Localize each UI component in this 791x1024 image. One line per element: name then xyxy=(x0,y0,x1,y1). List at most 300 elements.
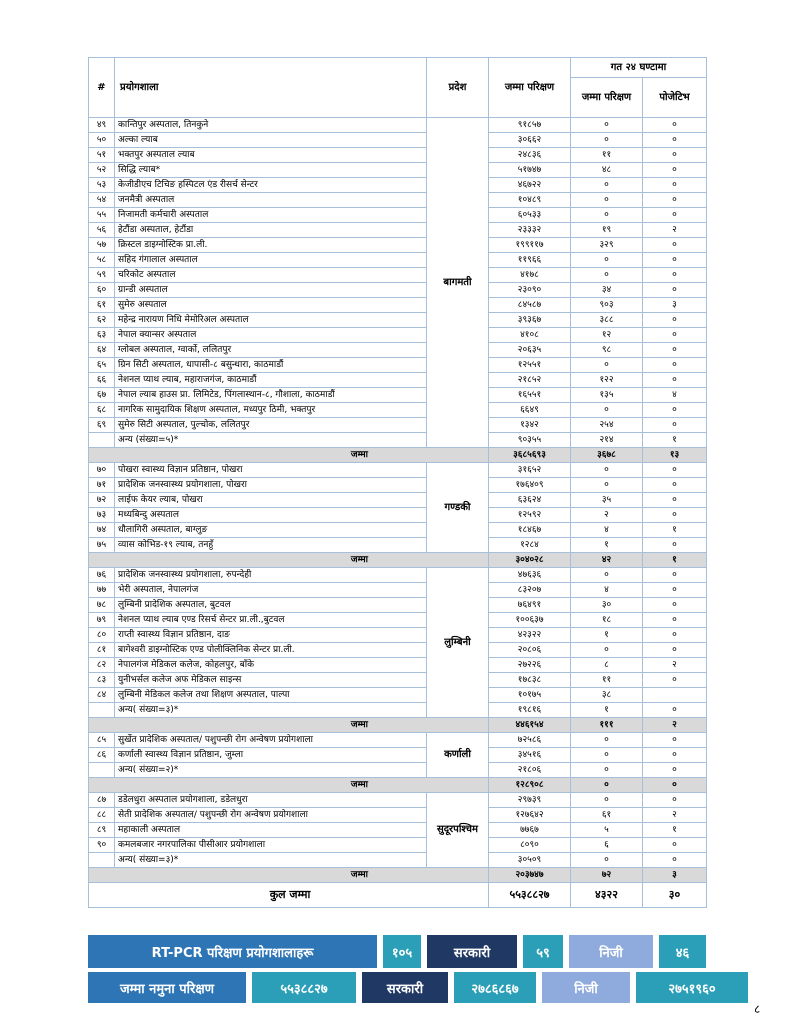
positive-cell: ० xyxy=(643,793,707,808)
table-row xyxy=(89,838,707,853)
serial-number-cell: ८६ xyxy=(89,748,115,763)
table-row xyxy=(89,253,707,268)
last24-tests-cell: १३५ xyxy=(571,388,643,403)
lab-name-cell: व्यास कोभिड-१९ ल्याब, तनहुँ xyxy=(115,538,427,553)
serial-number-cell: ६८ xyxy=(89,403,115,418)
column-header-last-24-hours: गत २४ घण्टामा xyxy=(571,58,707,78)
positive-cell: ० xyxy=(643,193,707,208)
total-samples-summary-bar xyxy=(88,972,748,1003)
serial-number-cell: ५४ xyxy=(89,193,115,208)
province-total-label: जम्मा xyxy=(89,778,489,793)
table-row xyxy=(89,493,707,508)
total-tests-cell: २९७३९ xyxy=(489,793,571,808)
lab-name-cell: नेपाल क्यान्सर अस्पताल xyxy=(115,328,427,343)
last24-tests-cell: ० xyxy=(571,478,643,493)
province-total-last24: ३६७८ xyxy=(571,448,643,463)
table-row xyxy=(89,193,707,208)
lab-name-cell: केजीडीएच टिचिङ हस्पिटल एंड रीसर्च सेन्टर xyxy=(115,178,427,193)
serial-number-cell: ८९ xyxy=(89,823,115,838)
serial-number-cell: ७३ xyxy=(89,508,115,523)
column-header-total-tests: जम्मा परिक्षण xyxy=(489,58,571,118)
serial-number-cell: ८८ xyxy=(89,808,115,823)
province-total-last24: ० xyxy=(571,778,643,793)
column-header-province: प्रदेश xyxy=(427,58,489,118)
positive-cell: २ xyxy=(643,808,707,823)
serial-number-cell: ५१ xyxy=(89,148,115,163)
serial-number-cell: ७१ xyxy=(89,478,115,493)
lab-name-cell: अन्य (संख्या=५)* xyxy=(115,433,427,448)
last24-tests-cell: ३५ xyxy=(571,493,643,508)
table-row xyxy=(89,808,707,823)
lab-name-cell: नेशनल प्याथ ल्याब एण्ड रिसर्च सेन्टर प्रा.ली.,बुटवल xyxy=(115,613,427,628)
samples-private-count: २७५१९६० xyxy=(636,972,748,1003)
last24-tests-cell: २५४ xyxy=(571,418,643,433)
lab-name-cell: बागेश्वरी डाइग्नोस्टिक एण्ड पोलीक्लिनिक सेन्टर प्रा.ली. xyxy=(115,643,427,658)
total-tests-cell: ३४५१६ xyxy=(489,748,571,763)
positive-cell: ० xyxy=(643,178,707,193)
lab-name-cell: सहिद गंगालाल अस्पताल xyxy=(115,253,427,268)
serial-number-cell: ६६ xyxy=(89,373,115,388)
last24-tests-cell: ३२९ xyxy=(571,238,643,253)
last24-tests-cell: ० xyxy=(571,733,643,748)
last24-tests-cell: ३० xyxy=(571,598,643,613)
positive-cell: ० xyxy=(643,148,707,163)
last24-tests-cell: ४ xyxy=(571,523,643,538)
last24-tests-cell: १ xyxy=(571,538,643,553)
province-total-tests: ४४६१५४ xyxy=(489,718,571,733)
grand-total-tests: ५५३८८२७ xyxy=(489,883,571,908)
province-total-tests: ३६८५६९३ xyxy=(489,448,571,463)
serial-number-cell: ६१ xyxy=(89,298,115,313)
last24-tests-cell: १२२ xyxy=(571,373,643,388)
last24-tests-cell: ११ xyxy=(571,673,643,688)
serial-number-cell: ५० xyxy=(89,133,115,148)
last24-tests-cell: १ xyxy=(571,628,643,643)
last24-tests-cell: ० xyxy=(571,403,643,418)
serial-number-cell: ९० xyxy=(89,838,115,853)
total-tests-cell: १७६४०९ xyxy=(489,478,571,493)
table-row xyxy=(89,793,707,808)
table-row xyxy=(89,748,707,763)
total-tests-cell: ६३६२४ xyxy=(489,493,571,508)
lab-name-cell: नागरिक सामुदायिक शिक्षण अस्पताल, मध्यपुर ठिमी, भक्तपुर xyxy=(115,403,427,418)
total-tests-cell: १८४६७ xyxy=(489,523,571,538)
last24-tests-cell: ० xyxy=(571,358,643,373)
positive-cell: ० xyxy=(643,283,707,298)
province-total-last24: ४२ xyxy=(571,553,643,568)
serial-number-cell: ६२ xyxy=(89,313,115,328)
grand-total-positive: ३० xyxy=(643,883,707,908)
lab-name-cell: मध्यबिन्दु अस्पताल xyxy=(115,508,427,523)
province-total-row xyxy=(89,718,707,733)
total-tests-cell: १६५५१ xyxy=(489,388,571,403)
lab-name-cell: अन्य( संख्या=२)* xyxy=(115,763,427,778)
table-row xyxy=(89,598,707,613)
column-header-number: # xyxy=(89,58,115,118)
page-number: ८ xyxy=(754,1002,761,1016)
total-tests-cell: ७६४९१ xyxy=(489,598,571,613)
total-tests-cell: ३९३६७ xyxy=(489,313,571,328)
lab-name-cell: लाईफ केयर ल्याब, पोखरा xyxy=(115,493,427,508)
samples-private-label: निजी xyxy=(542,972,630,1003)
table-row xyxy=(89,703,707,718)
positive-cell: ० xyxy=(643,373,707,388)
serial-number-cell: ६० xyxy=(89,283,115,298)
last24-tests-cell: १ xyxy=(571,703,643,718)
serial-number-cell: ७७ xyxy=(89,583,115,598)
total-tests-cell: १२५५१ xyxy=(489,358,571,373)
last24-tests-cell: ० xyxy=(571,748,643,763)
province-total-label: जम्मा xyxy=(89,553,489,568)
lab-name-cell: निजामती कर्मचारी अस्पताल xyxy=(115,208,427,223)
table-row xyxy=(89,568,707,583)
total-tests-cell: ४२३२२ xyxy=(489,628,571,643)
province-total-last24: १११ xyxy=(571,718,643,733)
column-header-last24-total-tests: जम्मा परिक्षण xyxy=(571,78,643,118)
lab-name-cell: जनमैत्री अस्पताल xyxy=(115,193,427,208)
last24-tests-cell: ९८ xyxy=(571,343,643,358)
total-tests-cell: ८०९० xyxy=(489,838,571,853)
total-tests-cell: ९१८५७ xyxy=(489,118,571,133)
rtpcr-labs-total: १०५ xyxy=(383,935,421,968)
province-cell: लुम्बिनी xyxy=(427,568,489,718)
positive-cell: ० xyxy=(643,748,707,763)
table-row xyxy=(89,148,707,163)
last24-tests-cell: १८ xyxy=(571,613,643,628)
samples-total: ५५३८८२७ xyxy=(252,972,356,1003)
lab-name-cell: धौलागिरी अस्पताल, बाग्लुङ xyxy=(115,523,427,538)
province-cell: सुदूरपश्चिम xyxy=(427,793,489,868)
positive-cell: ० xyxy=(643,253,707,268)
total-tests-cell: ३०६६२ xyxy=(489,133,571,148)
lab-name-cell: अन्य( संख्या=३)* xyxy=(115,853,427,868)
positive-cell: ० xyxy=(643,133,707,148)
positive-cell: १ xyxy=(643,823,707,838)
table-row xyxy=(89,238,707,253)
last24-tests-cell: ११ xyxy=(571,148,643,163)
serial-number-cell: ८४ xyxy=(89,688,115,703)
last24-tests-cell: ० xyxy=(571,133,643,148)
positive-cell: ० xyxy=(643,163,707,178)
province-total-tests: १२८९०८ xyxy=(489,778,571,793)
lab-name-cell: क्रिस्टल डाइग्नोस्टिक प्रा.ली. xyxy=(115,238,427,253)
lab-name-cell: प्रादेशिक जनस्वास्थ्य प्रयोगशाला, पोखरा xyxy=(115,478,427,493)
positive-cell: ० xyxy=(643,703,707,718)
serial-number-cell: ५६ xyxy=(89,223,115,238)
lab-name-cell: नेशनल प्याथ ल्याब, महाराजगंज, काठमाडौं xyxy=(115,373,427,388)
serial-number-cell: ८१ xyxy=(89,643,115,658)
table-row xyxy=(89,358,707,373)
serial-number-cell: ८३ xyxy=(89,673,115,688)
lab-testing-table-wrap xyxy=(88,57,706,908)
lab-name-cell: चरिकोट अस्पताल xyxy=(115,268,427,283)
serial-number-cell: ७५ xyxy=(89,538,115,553)
positive-cell: ० xyxy=(643,613,707,628)
total-tests-cell: १०१७५ xyxy=(489,688,571,703)
positive-cell: ० xyxy=(643,508,707,523)
last24-tests-cell: २ xyxy=(571,508,643,523)
table-row xyxy=(89,433,707,448)
serial-number-cell: ६९ xyxy=(89,418,115,433)
last24-tests-cell: ० xyxy=(571,178,643,193)
column-header-laboratory: प्रयोगशाला xyxy=(115,58,427,118)
last24-tests-cell: १२ xyxy=(571,328,643,343)
positive-cell: २ xyxy=(643,658,707,673)
last24-tests-cell: २१४ xyxy=(571,433,643,448)
lab-name-cell: महाकाली अस्पताल xyxy=(115,823,427,838)
serial-number-cell: ५८ xyxy=(89,253,115,268)
province-total-positive: १ xyxy=(643,553,707,568)
lab-name-cell: ग्रिन सिटी अस्पताल, धापासी-८ बसुन्धारा, काठमाडौं xyxy=(115,358,427,373)
serial-number-cell: ६७ xyxy=(89,388,115,403)
total-tests-cell: ४६७२२ xyxy=(489,178,571,193)
lab-name-cell: भेरी अस्पताल, नेपालगंज xyxy=(115,583,427,598)
total-tests-cell: ३१६५२ xyxy=(489,463,571,478)
last24-tests-cell: ० xyxy=(571,208,643,223)
last24-tests-cell: ९०३ xyxy=(571,298,643,313)
total-tests-cell: ४१०८ xyxy=(489,328,571,343)
province-cell: कर्णाली xyxy=(427,733,489,778)
table-row xyxy=(89,208,707,223)
total-tests-cell: २१८०६ xyxy=(489,763,571,778)
serial-number-cell: ७८ xyxy=(89,598,115,613)
samples-label: जम्मा नमुना परिक्षण xyxy=(88,972,246,1003)
total-tests-cell: ६०५३३ xyxy=(489,208,571,223)
total-tests-cell: १७८३८ xyxy=(489,673,571,688)
positive-cell: ० xyxy=(643,118,707,133)
serial-number-cell: ५९ xyxy=(89,268,115,283)
province-cell: गण्डकी xyxy=(427,463,489,553)
table-row xyxy=(89,328,707,343)
lab-name-cell: नेपालगंज मेडिकल कलेज, कोहलपुर, बाँके xyxy=(115,658,427,673)
last24-tests-cell: ० xyxy=(571,568,643,583)
lab-name-cell: सेती प्रादेशिक अस्पताल/ पशुपन्छी रोग अन्वेषण प्रयोगशाला xyxy=(115,808,427,823)
rtpcr-gov-label: सरकारी xyxy=(427,935,517,968)
table-row xyxy=(89,343,707,358)
last24-tests-cell: ६१ xyxy=(571,808,643,823)
total-tests-cell: ७७६७ xyxy=(489,823,571,838)
table-row xyxy=(89,373,707,388)
serial-number-cell xyxy=(89,433,115,448)
total-tests-cell: १९९११७ xyxy=(489,238,571,253)
positive-cell: ० xyxy=(643,673,707,688)
total-tests-cell: ३०५०९ xyxy=(489,853,571,868)
province-total-label: जम्मा xyxy=(89,868,489,883)
table-row xyxy=(89,163,707,178)
lab-name-cell: महेन्द्र नारायण निधि मेमोरिअल अस्पताल xyxy=(115,313,427,328)
lab-name-cell: कान्तिपुर अस्पताल, तिनकुने xyxy=(115,118,427,133)
rtpcr-labs-summary-bar xyxy=(88,935,706,968)
serial-number-cell: ५७ xyxy=(89,238,115,253)
lab-name-cell: नेपाल ल्याब हाउस प्रा. लिमिटेड, पिंगलास्थान-८, गौशाला, काठमाडौं xyxy=(115,388,427,403)
grand-total-label: कुल जम्मा xyxy=(89,883,489,908)
last24-tests-cell: ४ xyxy=(571,583,643,598)
serial-number-cell xyxy=(89,853,115,868)
total-tests-cell: ८३२०७ xyxy=(489,583,571,598)
total-tests-cell: २१८५२ xyxy=(489,373,571,388)
last24-tests-cell: ० xyxy=(571,118,643,133)
last24-tests-cell: ३४ xyxy=(571,283,643,298)
table-row xyxy=(89,508,707,523)
last24-tests-cell: ४८ xyxy=(571,163,643,178)
total-tests-cell: ११९६६ xyxy=(489,253,571,268)
table-row xyxy=(89,733,707,748)
last24-tests-cell: ३८८ xyxy=(571,313,643,328)
table-row xyxy=(89,478,707,493)
serial-number-cell: ६५ xyxy=(89,358,115,373)
table-row xyxy=(89,523,707,538)
positive-cell: ० xyxy=(643,403,707,418)
positive-cell: ० xyxy=(643,853,707,868)
table-row xyxy=(89,178,707,193)
positive-cell: ० xyxy=(643,628,707,643)
province-total-positive: १३ xyxy=(643,448,707,463)
positive-cell: ० xyxy=(643,268,707,283)
total-tests-cell: ८४५८७ xyxy=(489,298,571,313)
column-header-positive: पोजेटिभ xyxy=(643,78,707,118)
table-row xyxy=(89,763,707,778)
province-total-positive: २ xyxy=(643,718,707,733)
total-tests-cell: ५१७४७ xyxy=(489,163,571,178)
table-row xyxy=(89,538,707,553)
positive-cell: ० xyxy=(643,208,707,223)
positive-cell: ० xyxy=(643,538,707,553)
positive-cell: ० xyxy=(643,463,707,478)
rtpcr-private-label: निजी xyxy=(569,935,653,968)
province-total-label: जम्मा xyxy=(89,718,489,733)
positive-cell: १ xyxy=(643,523,707,538)
table-row xyxy=(89,403,707,418)
positive-cell: ० xyxy=(643,733,707,748)
serial-number-cell xyxy=(89,703,115,718)
last24-tests-cell: ३८ xyxy=(571,688,643,703)
last24-tests-cell: ० xyxy=(571,853,643,868)
serial-number-cell: ५३ xyxy=(89,178,115,193)
total-tests-cell: २०६३५ xyxy=(489,343,571,358)
last24-tests-cell: ० xyxy=(571,643,643,658)
serial-number-cell: ७४ xyxy=(89,523,115,538)
table-row xyxy=(89,388,707,403)
total-tests-cell: ४१७८ xyxy=(489,268,571,283)
province-total-row xyxy=(89,553,707,568)
table-row xyxy=(89,133,707,148)
table-row xyxy=(89,628,707,643)
total-tests-cell: २०८०६ xyxy=(489,643,571,658)
total-tests-cell: २४८३६ xyxy=(489,148,571,163)
samples-gov-label: सरकारी xyxy=(362,972,448,1003)
positive-cell: ० xyxy=(643,343,707,358)
samples-gov-count: २७८६८६७ xyxy=(454,972,536,1003)
lab-name-cell: भक्तपुर अस्पताल ल्याब xyxy=(115,148,427,163)
last24-tests-cell: ५ xyxy=(571,823,643,838)
total-tests-cell: १९८१६ xyxy=(489,703,571,718)
last24-tests-cell: ० xyxy=(571,463,643,478)
positive-cell: ० xyxy=(643,418,707,433)
positive-cell: ० xyxy=(643,643,707,658)
table-row xyxy=(89,313,707,328)
table-row xyxy=(89,418,707,433)
lab-name-cell: हेटौंडा अस्पताल, हेटौंडा xyxy=(115,223,427,238)
serial-number-cell: ६४ xyxy=(89,343,115,358)
serial-number-cell: ७२ xyxy=(89,493,115,508)
lab-name-cell: डडेलधुरा अस्पताल प्रयोगशाला, डडेलधुरा xyxy=(115,793,427,808)
province-total-last24: ७२ xyxy=(571,868,643,883)
positive-cell: ० xyxy=(643,493,707,508)
total-tests-cell: ७२५८६ xyxy=(489,733,571,748)
last24-tests-cell: ० xyxy=(571,253,643,268)
last24-tests-cell: ० xyxy=(571,763,643,778)
serial-number-cell: ८७ xyxy=(89,793,115,808)
table-row xyxy=(89,268,707,283)
lab-table-body xyxy=(89,118,707,908)
lab-name-cell: लुम्बिनी मेडिकल कलेज तथा शिक्षण अस्पताल, पाल्पा xyxy=(115,688,427,703)
serial-number-cell: ७६ xyxy=(89,568,115,583)
positive-cell: ३ xyxy=(643,298,707,313)
serial-number-cell: ५५ xyxy=(89,208,115,223)
lab-name-cell: सिद्धि ल्याब* xyxy=(115,163,427,178)
lab-name-cell: अन्य( संख्या=३)* xyxy=(115,703,427,718)
rtpcr-gov-count: ५९ xyxy=(523,935,563,968)
lab-name-cell: कर्णाली स्वास्थ्य विज्ञान प्रतिष्ठान, जुम्ला xyxy=(115,748,427,763)
table-row xyxy=(89,673,707,688)
province-total-row xyxy=(89,778,707,793)
positive-cell: ० xyxy=(643,583,707,598)
serial-number-cell: ८२ xyxy=(89,658,115,673)
table-header xyxy=(89,58,707,118)
serial-number-cell: ८५ xyxy=(89,733,115,748)
lab-name-cell: सुर्खेत प्रादेशिक अस्पताल/ पशुपन्छी रोग अन्वेषण प्रयोगशाला xyxy=(115,733,427,748)
lab-name-cell: ग्रान्डी अस्पताल xyxy=(115,283,427,298)
table-row xyxy=(89,118,707,133)
province-total-row xyxy=(89,448,707,463)
total-tests-cell: ६६४९ xyxy=(489,403,571,418)
positive-cell: ० xyxy=(643,568,707,583)
table-row xyxy=(89,853,707,868)
lab-name-cell: ग्लोबल अस्पताल, ग्वार्को, ललितपुर xyxy=(115,343,427,358)
table-row xyxy=(89,643,707,658)
province-total-tests: ३०४०२८ xyxy=(489,553,571,568)
total-tests-cell: १००६३७ xyxy=(489,613,571,628)
last24-tests-cell: १९ xyxy=(571,223,643,238)
table-row xyxy=(89,823,707,838)
positive-cell: ० xyxy=(643,313,707,328)
grand-total-last24: ४३२२ xyxy=(571,883,643,908)
positive-cell: १ xyxy=(643,433,707,448)
last24-tests-cell: ० xyxy=(571,268,643,283)
total-tests-cell: २७२२६ xyxy=(489,658,571,673)
lab-name-cell: सुमेरु सिटी अस्पताल, पुल्चोक, ललितपुर xyxy=(115,418,427,433)
serial-number-cell: ५२ xyxy=(89,163,115,178)
serial-number-cell: ४९ xyxy=(89,118,115,133)
positive-cell: ४ xyxy=(643,388,707,403)
lab-name-cell: प्रादेशिक जनस्वास्थ्य प्रयोगशाला, रुपन्देही xyxy=(115,568,427,583)
total-tests-cell: २३३३२ xyxy=(489,223,571,238)
total-tests-cell: २३०९० xyxy=(489,283,571,298)
positive-cell: ० xyxy=(643,838,707,853)
lab-name-cell: युनीभर्सल कलेज अफ मेडिकल साइन्स xyxy=(115,673,427,688)
positive-cell: ० xyxy=(643,598,707,613)
total-tests-cell: १०४८९ xyxy=(489,193,571,208)
table-row xyxy=(89,283,707,298)
positive-cell xyxy=(643,688,707,703)
province-total-positive: ० xyxy=(643,778,707,793)
total-tests-cell: १३४२ xyxy=(489,418,571,433)
table-row xyxy=(89,583,707,598)
grand-total-row xyxy=(89,883,707,908)
table-row xyxy=(89,223,707,238)
province-total-row xyxy=(89,868,707,883)
rtpcr-labs-label: RT-PCR परिक्षण प्रयोगशालाहरू xyxy=(88,935,377,968)
